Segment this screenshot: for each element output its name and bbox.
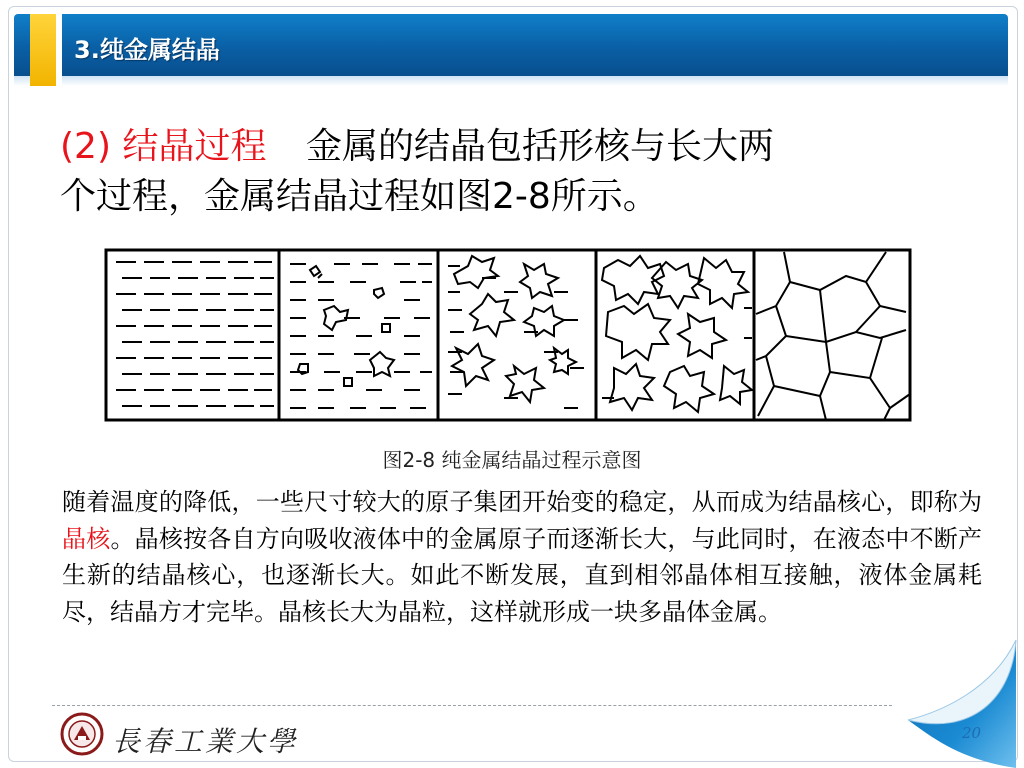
title-accent-block bbox=[30, 14, 56, 86]
title-accent-stripe bbox=[56, 14, 62, 86]
heading-label: (2) 结晶过程 bbox=[60, 126, 267, 167]
title-bar-shadow bbox=[14, 76, 1008, 86]
heading-line2: 个过程，金属结晶过程如图2-8所示。 bbox=[60, 176, 659, 217]
page-number: 20 bbox=[962, 724, 982, 742]
heading-line1: 金属的结晶包括形核与长大两 bbox=[306, 126, 775, 167]
body-paragraph bbox=[62, 484, 982, 630]
crystallization-figure bbox=[104, 248, 912, 422]
slide-title: 3.纯金属结晶 bbox=[74, 36, 220, 64]
page-curl-decoration bbox=[900, 640, 1024, 768]
paragraph-part2: 。晶核按各自方向吸收液体中的金属原子而逐渐长大，与此同时，在液态中不断产生新的结晶核心，也逐渐长大。如此不断发展，直到相邻晶体相互接触，液体金属耗尽，结晶方才完毕。晶核长大为晶粒，这样就形成一块多晶体金属。 bbox=[62, 524, 983, 626]
university-logo-icon bbox=[60, 712, 104, 756]
highlight-term: 晶核 bbox=[62, 524, 111, 553]
university-name: 長春工業大學 bbox=[112, 725, 299, 758]
footer-divider bbox=[52, 705, 892, 706]
paragraph-part1: 随着温度的降低，一些尺寸较大的原子集团开始变的稳定，从而成为结晶核心，即称为 bbox=[62, 488, 982, 516]
section-heading bbox=[60, 122, 980, 222]
figure-caption: 图2-8 纯金属结晶过程示意图 bbox=[382, 448, 642, 472]
